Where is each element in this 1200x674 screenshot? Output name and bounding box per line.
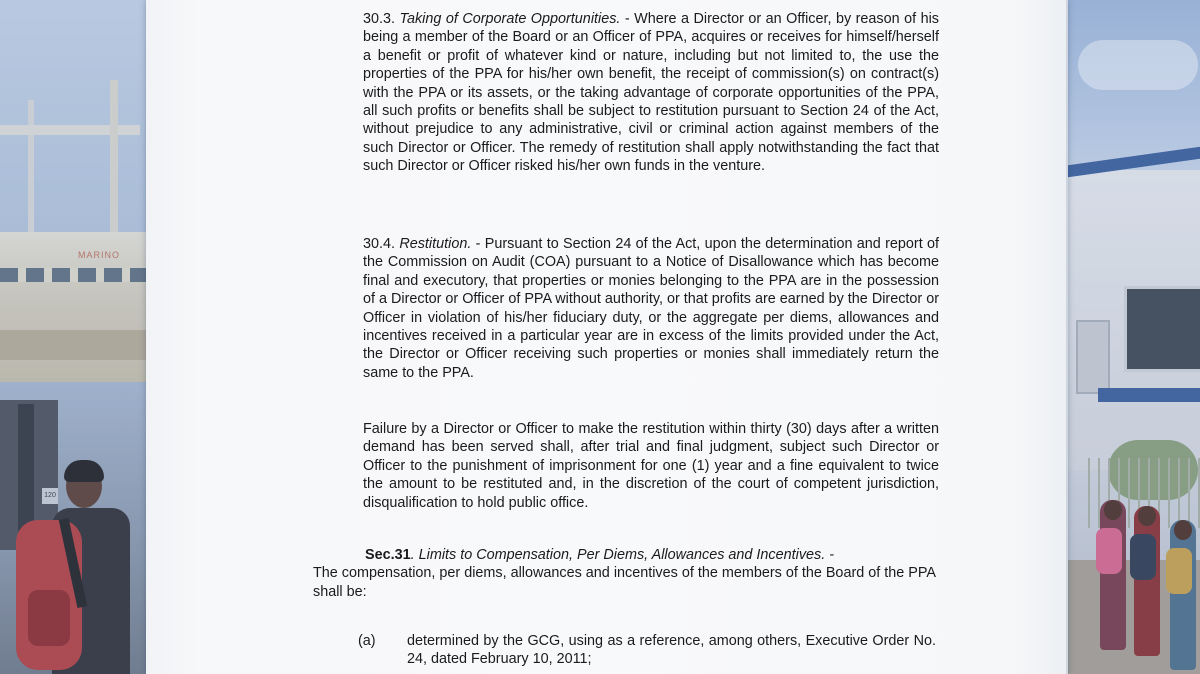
paragraph-text: Failure by a Director or Officer to make the restitution within thirty (30) days after a written demand has been served shall, after trial and final judgment, subject such Director or Officer to the punishment of imprisonment for one (1) year and a fine equivalent to twice the amount to be restituted and, in the discretion of the court of competent jurisdiction, disqualification to hold public office. [363, 421, 939, 511]
list-item-label: (a) [358, 633, 376, 649]
section-30-3 [363, 10, 939, 176]
page-edge-shadow [1066, 0, 1068, 674]
section-30-4 [363, 235, 939, 382]
section-number: 30.3. [363, 11, 396, 27]
section-heading-line [313, 546, 936, 564]
list-item-text: determined by the GCG, using as a reference, among others, Executive Order No. 24, dated February 10, 2011; [407, 633, 936, 668]
blue-tint-overlay [0, 0, 146, 674]
forklift-tag: 120 [42, 488, 58, 504]
section-body: The compensation, per diems, allowances and incentives of the members of the Board of the PPA shall be: [313, 565, 936, 600]
background-photo-right [1068, 0, 1200, 674]
section-body: - Pursuant to Section 24 of the Act, upon the determination and report of the Commission on Audit (COA) pursuant to a Notice of Disallowance which has become final and executory, that properties or monies belonging to the PPA are in the possession of a Director or Officer of PPA without authority, or that profits are earned by the Director or Officer in violation of his/her fiduciary duty, or the aggregate per diems, allowances and incentives received in a particular year are in excess of the limits provided under the Act, the Director or Officer receiving such properties or monies shall immediately return the same to the PPA. [363, 236, 940, 381]
blue-tint-overlay [1068, 0, 1200, 674]
section-31 [313, 546, 936, 601]
background-photo-left [0, 0, 146, 674]
section-body: - Where a Director or an Officer, by reason of his being a member of the Board or an Officer of PPA, acquires or receives for himself/herself a benefit or profit of whatever kind or nature, including but not limited to, the use the properties of the PPA for his/her own benefit, the receipt of commission(s) on contract(s) with the PPA or its assets, or the taking advantage of corporate opportunities of the PPA, all such profits or benefits shall be subject to restitution pursuant to Section 24 of the Act, without prejudice to any administrative, civil or criminal action against members of the such Director or Officer. The remedy of restitution shall apply notwithstanding the fact that such Director or Officer risked his/her own funds in the venture. [363, 11, 939, 175]
section-title-text: Limits to Compensation, Per Diems, Allowances and Incentives. - [418, 547, 834, 563]
section-title: . Limits to Compensation, Per Diems, Allowances and Incentives. - [410, 547, 834, 563]
section-number: 30.4. [363, 236, 396, 252]
failure-paragraph [363, 420, 939, 512]
section-title: Taking of Corporate Opportunities. [399, 11, 621, 27]
ship-name: MARINO [78, 250, 120, 260]
section-title: Restitution. [399, 236, 472, 252]
section-number: Sec.31 [365, 547, 411, 563]
